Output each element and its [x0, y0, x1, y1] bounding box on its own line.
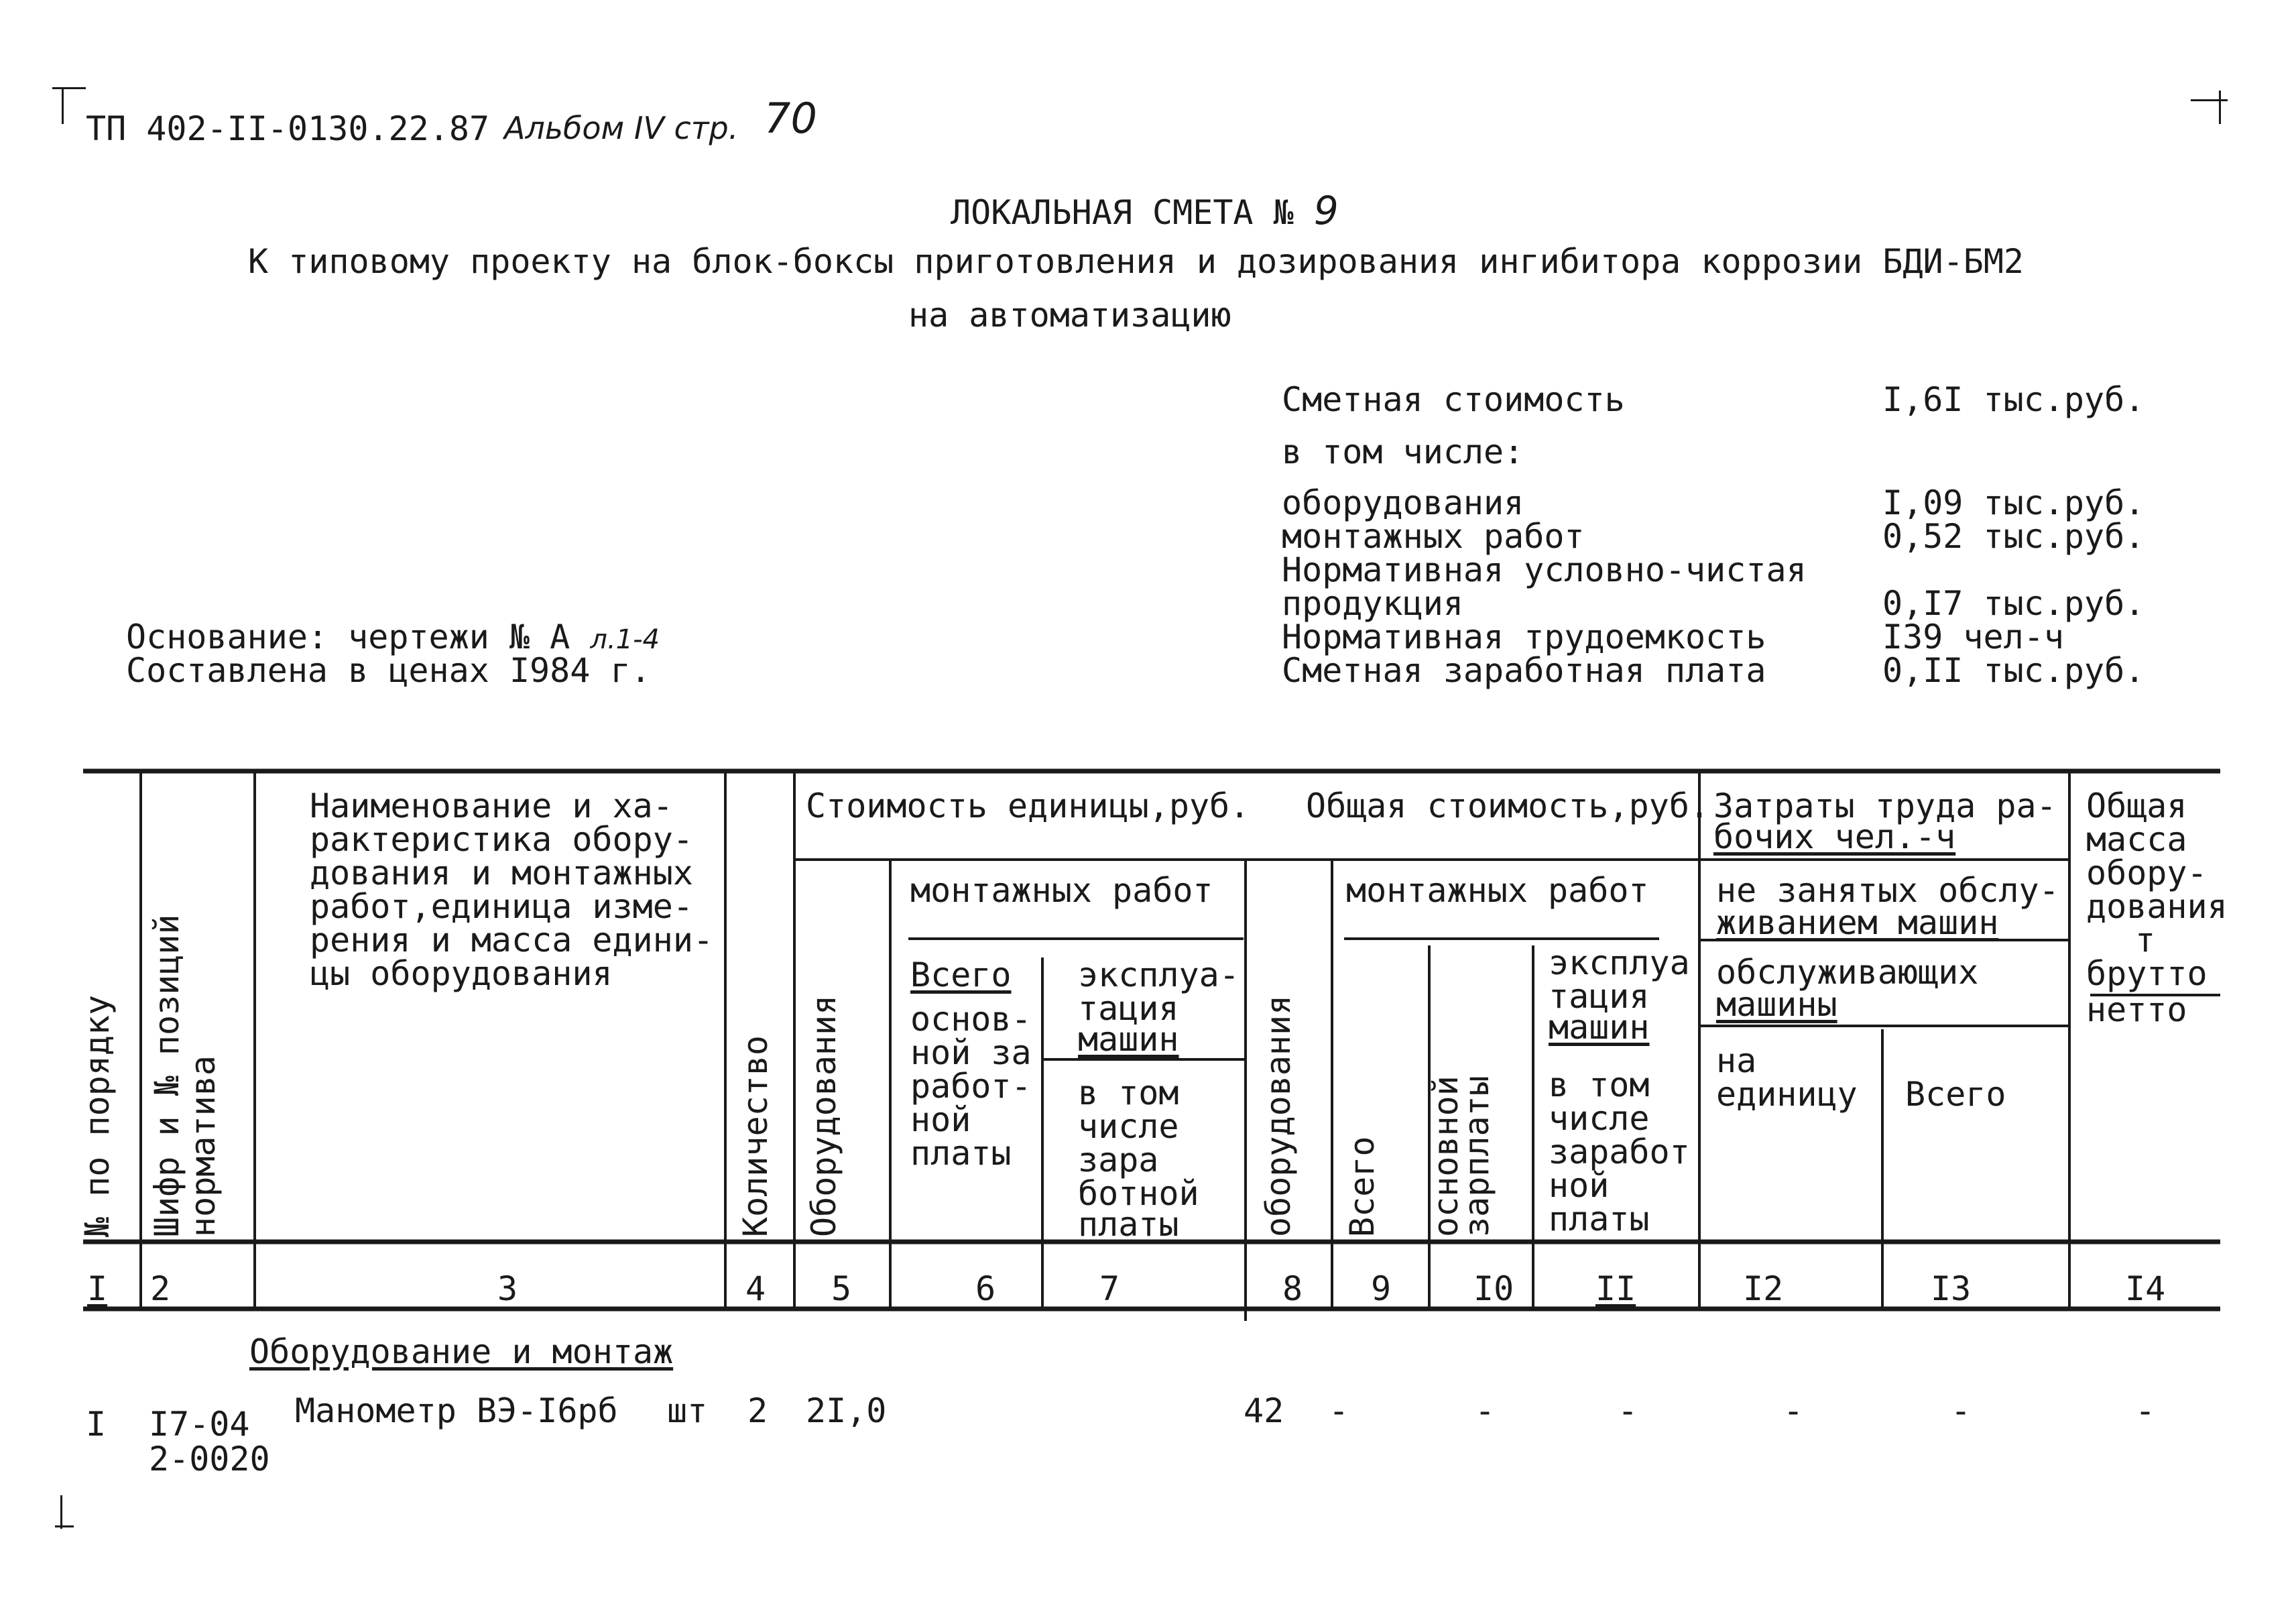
- row-labor-total: -: [1951, 1391, 1972, 1430]
- header-unit-equipment: Оборудования: [804, 994, 843, 1237]
- header-unit-machines-sal-5: платы: [1078, 1205, 1179, 1244]
- doc-code: ТП 402-II-0130.22.87: [86, 109, 490, 148]
- corner-mark-top-left-v: [62, 87, 64, 124]
- header-mass-5: т: [2135, 921, 2156, 960]
- header-total-equipment: оборудования: [1259, 994, 1298, 1237]
- header-total-machines-1: эксплуа: [1549, 943, 1690, 982]
- col-number-11: II: [1595, 1269, 1636, 1308]
- corner-mark-bottom-left-h: [55, 1525, 74, 1527]
- summary-label-0: Сметная стоимость: [1282, 380, 1625, 419]
- summary-value-6: I39 чел-ч: [1882, 618, 2064, 656]
- row-code-2: 2-0020: [149, 1440, 270, 1478]
- header-unit-machines-1: эксплуа-: [1078, 955, 1240, 994]
- estimate-title-text: ЛОКАЛЬНАЯ СМЕТА №: [951, 193, 1294, 232]
- header-total-cost: Общая стоимость,руб.: [1306, 787, 1710, 825]
- col-number-9: 9: [1371, 1269, 1392, 1308]
- header-labor-total: Всего: [1905, 1075, 2006, 1114]
- header-labor-2: бочих чел.-ч: [1713, 817, 1956, 856]
- estimate-subtitle: К типовому проекту на блок-боксы приготовления и дозирования ингибитора коррозии БДИ-БМ2: [248, 242, 2025, 281]
- col-number-14: I4: [2125, 1269, 2166, 1308]
- header-name-line1: Наименование и ха-: [310, 787, 673, 825]
- basis-line-2: Составлена в ценах I984 г.: [126, 651, 651, 690]
- header-unit-mount: монтажных работ: [910, 871, 1213, 910]
- header-labor-notbusy-1: не занятых обслу-: [1716, 871, 2059, 910]
- col-number-5: 5: [831, 1269, 852, 1308]
- row-code-1: I7-04: [149, 1405, 250, 1444]
- header-mass-3: обору-: [2086, 854, 2208, 892]
- header-total-machines-sal-5: платы: [1549, 1200, 1650, 1238]
- header-unit-salary-5: платы: [910, 1134, 1012, 1173]
- col-number-13: I3: [1931, 1269, 1972, 1308]
- row-total-equipment: 42: [1244, 1391, 1284, 1430]
- summary-label-7: Сметная заработная плата: [1282, 651, 1766, 690]
- summary-label-1: в том числе:: [1282, 432, 1524, 471]
- header-name-line4: работ,единица изме-: [310, 887, 693, 926]
- header-mass-netto: нетто: [2086, 990, 2187, 1029]
- summary-value-3: 0,52 тыс.руб.: [1882, 517, 2145, 556]
- header-labor-1: Затраты труда ра-: [1713, 787, 2057, 825]
- header-unit-machines-sal-4: ботной: [1078, 1174, 1199, 1213]
- row-total-machines: -: [1618, 1391, 1638, 1430]
- header-quantity: Количество: [736, 1035, 775, 1237]
- row-unit-equipment: 2I,0: [806, 1391, 887, 1430]
- corner-mark-top-right-v: [2219, 91, 2221, 124]
- summary-value-5: 0,I7 тыс.руб.: [1882, 584, 2145, 623]
- summary-label-2: оборудования: [1282, 483, 1524, 522]
- header-labor-per-unit-1: на: [1716, 1041, 1757, 1080]
- header-unit-machines-sal-2: числе: [1078, 1107, 1179, 1146]
- header-unit-machines-sal-1: в том: [1078, 1074, 1179, 1112]
- basis-sheets: л.1-4: [590, 624, 660, 655]
- header-name-line2: рактеристика обору-: [310, 820, 693, 859]
- col-number-6: 6: [975, 1269, 996, 1308]
- header-total-mount-all: Всего: [1343, 1136, 1382, 1237]
- header-name-line6: цы оборудования: [310, 954, 613, 993]
- col-number-7: 7: [1099, 1269, 1120, 1308]
- row-quantity: 2: [747, 1391, 768, 1430]
- header-mass-4: дования: [2086, 887, 2228, 926]
- section-title: Оборудование и монтаж: [249, 1332, 674, 1371]
- album-note: Альбом IV стр.: [504, 110, 739, 146]
- summary-value-7: 0,II тыс.руб.: [1882, 651, 2145, 690]
- estimate-number: 9: [1313, 188, 1339, 233]
- col-number-8: 8: [1282, 1269, 1303, 1308]
- header-unit-machines-sal-3: зара: [1078, 1141, 1159, 1179]
- row-name: Манометр ВЭ-I6рб: [295, 1391, 618, 1430]
- header-mass-2: масса: [2086, 820, 2187, 859]
- header-total-machines-sal-4: ной: [1549, 1166, 1610, 1205]
- col-number-10: I0: [1473, 1269, 1514, 1308]
- summary-label-4: Нормативная условно-чистая: [1282, 550, 1807, 589]
- header-code-line2: норматива: [184, 1055, 223, 1237]
- header-code-line1: Шифр и № позиций: [147, 914, 186, 1237]
- estimate-title: [951, 188, 1339, 233]
- header-labor-notbusy-2: живанием машин: [1716, 903, 1999, 942]
- corner-mark-bottom-left: [60, 1495, 62, 1529]
- estimate-subtitle-2: на автоматизацию: [908, 296, 1231, 335]
- summary-value-2: I,09 тыс.руб.: [1882, 483, 2145, 522]
- header-unit-salary-4: ной: [910, 1100, 971, 1139]
- header-total-machines-3: машин: [1549, 1008, 1650, 1047]
- col-number-1: I: [87, 1269, 108, 1308]
- header-total-machines-sal-3: заработ: [1549, 1133, 1690, 1171]
- page-number: 70: [764, 94, 817, 143]
- header-total-machines-2: тация: [1549, 977, 1650, 1016]
- header-total-mount-salary-2: зарплаты: [1457, 1076, 1496, 1237]
- row-total-salary: -: [1475, 1391, 1496, 1430]
- header-total-machines-sal-1: в том: [1549, 1065, 1650, 1104]
- header-labor-serving-1: обслуживающих: [1716, 953, 1979, 992]
- col-number-4: 4: [745, 1269, 766, 1308]
- header-unit-machines-3: машин: [1078, 1020, 1179, 1059]
- header-unit-salary-1: основ-: [910, 1000, 1032, 1039]
- header-mass-1: Общая: [2086, 787, 2187, 825]
- col-number-3: 3: [497, 1269, 518, 1308]
- header-mass-brutto: брутто: [2086, 954, 2208, 993]
- corner-mark-top-left: [52, 87, 86, 89]
- row-labor-per-unit: -: [1783, 1391, 1804, 1430]
- row-total-mount: -: [1329, 1391, 1349, 1430]
- summary-value-0: I,6I тыс.руб.: [1882, 380, 2145, 419]
- header-labor-per-unit-2: единицу: [1716, 1075, 1858, 1114]
- header-unit-salary-3: работ-: [910, 1067, 1032, 1106]
- row-unit: шт: [667, 1391, 708, 1430]
- header-total-mount: монтажных работ: [1346, 871, 1649, 910]
- summary-label-6: Нормативная трудоемкость: [1282, 618, 1766, 656]
- row-mass: -: [2135, 1391, 2156, 1430]
- basis-text: Основание: чертежи № А: [126, 618, 570, 656]
- header-total-machines-sal-2: числе: [1549, 1099, 1650, 1138]
- summary-label-5: продукция: [1282, 584, 1463, 623]
- header-unit-machines-2: тация: [1078, 989, 1179, 1028]
- col-number-12: I2: [1743, 1269, 1784, 1308]
- header-name-line3: дования и монтажных: [310, 854, 693, 892]
- row-number: I: [86, 1405, 107, 1444]
- header-labor-serving-2: машины: [1716, 985, 1837, 1024]
- header-name-line5: рения и масса едини-: [310, 921, 714, 960]
- col-number-2: 2: [150, 1269, 171, 1308]
- summary-label-3: монтажных работ: [1282, 517, 1585, 556]
- header-row-number: № по порядку: [78, 994, 117, 1237]
- header-unit-cost: Стоимость единицы,руб.: [806, 787, 1250, 825]
- corner-mark-top-right: [2191, 99, 2228, 101]
- header-unit-salary-2: ной за: [910, 1033, 1032, 1072]
- header-unit-mount-all: Всего: [910, 955, 1012, 994]
- header-total-mount-salary-1: основной: [1427, 1076, 1465, 1237]
